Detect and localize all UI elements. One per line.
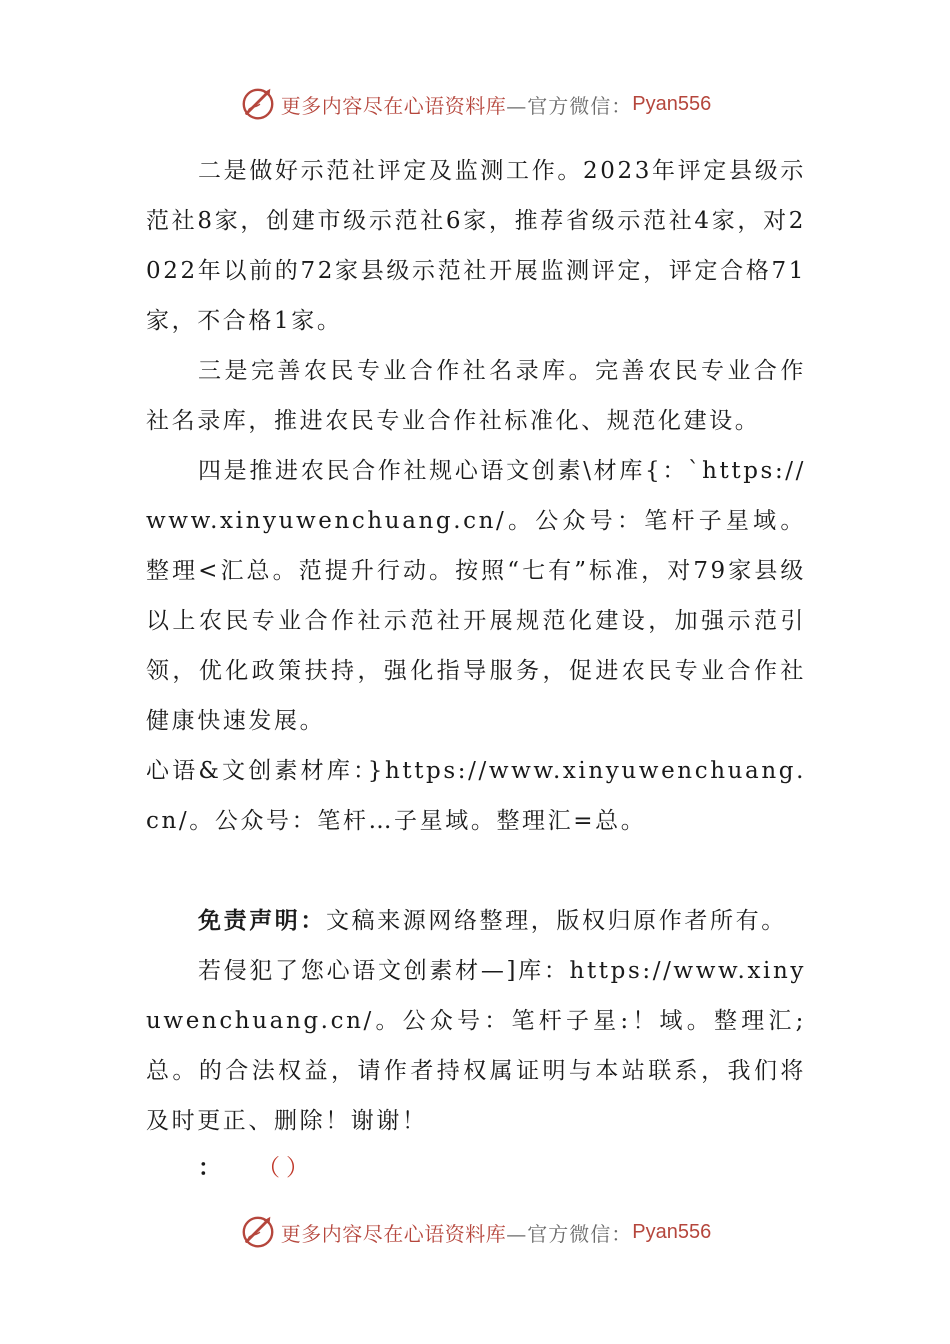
banner-main-text: 更多内容尽在心语资料库 — [280, 93, 507, 118]
paragraph-3: 四是推进农民合作社规心语文创素\材库{：`https://www.xinyuwenchuang.cn/。公众号：笔杆子星域。整理<汇总。范提升行动。按照“七有”标准，对79家县级以上农民专业合作社示范社开展规范化建设，加强示范引领，优化政策扶持，强化指导服务，促进农民专业合作社健康快速发展。 — [146, 458, 806, 734]
disclaimer-paragraph — [146, 896, 806, 946]
banner-main-text: 更多内容尽在心语资料库 — [280, 1221, 507, 1246]
pen-logo-icon — [239, 85, 277, 123]
paragraph-6: 若侵犯了您心语文创素材—]库：https://www.xinyuwenchuang.cn/。公众号：笔杆子星:！域。整理汇;总。的合法权益，请作者持权属证明与本站联系，我们将及时更正、删除！谢谢！ — [146, 958, 806, 1134]
paragraph-4: 心语&文创素材库：}https://www.xinyuwenchuang.cn/。公众号：笔杆…子星域。整理汇=总。 — [146, 758, 806, 834]
banner-wechat-id: Pyan556 — [632, 92, 712, 115]
banner-sub-text: —官方微信： — [506, 1221, 633, 1246]
paragraph-1: 二是做好示范社评定及监测工作。2023年评定县级示范社8家，创建市级示范社6家，推荐省级示范社4家，对2022年以前的72家县级示范社开展监测评定，评定合格71家，不合格1家。 — [146, 158, 806, 334]
disclaimer-text: 文稿来源网络整理，版权归原作者所有。 — [326, 908, 787, 934]
tail-colon: ： — [198, 1153, 221, 1181]
paragraph-2: 三是完善农民专业合作社名录库。完善农民专业合作社名录库，推进农民专业合作社标准化、规范化建设。 — [146, 358, 806, 434]
footer-banner — [0, 1212, 950, 1252]
header-banner — [0, 84, 950, 124]
pen-logo-icon — [239, 1213, 277, 1251]
banner-wechat-id: Pyan556 — [632, 1220, 712, 1243]
disclaimer-label: 免责声明： — [198, 907, 326, 934]
document-body — [146, 146, 806, 1146]
banner-sub-text: —官方微信： — [506, 93, 633, 118]
tail-parentheses: （） — [257, 1154, 315, 1181]
tail-line — [198, 1140, 315, 1190]
